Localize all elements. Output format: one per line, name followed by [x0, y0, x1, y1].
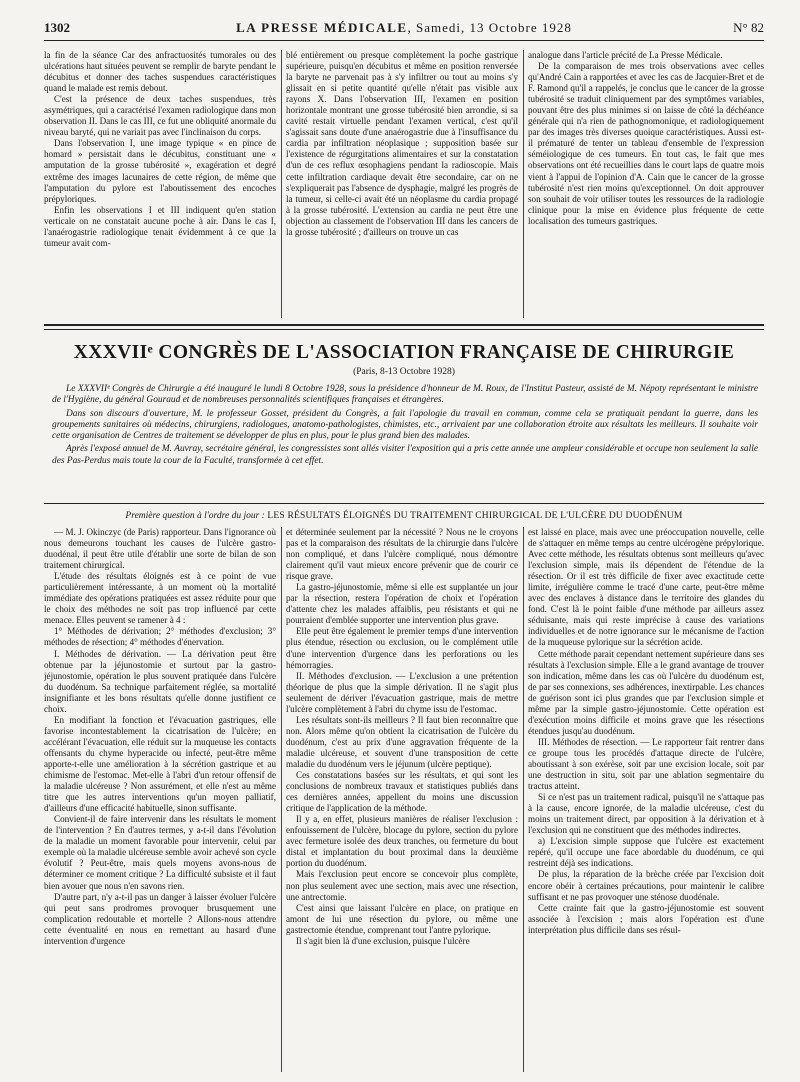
top-column-3 [528, 50, 764, 320]
paragraph: 1° Méthodes de dérivation; 2° méthodes d'exclusion; 3° méthodes de résection; 4° méthodes d'énervation. [44, 626, 276, 648]
column-divider [523, 527, 524, 1072]
intro-rule [44, 503, 764, 504]
paragraph: Ces constatations basées sur les résultats, et qui sont les conclusions de nombreux travaux et statistiques publiés dans ces dernières années, appellent du moins une discussion critique de l'application de la méthode. [286, 770, 518, 814]
bottom-column-2 [286, 527, 518, 1072]
journal-name: LA PRESSE MÉDICALE [236, 20, 408, 35]
paragraph: I. Méthodes de dérivation. — La dérivation peut être obtenue par la jéjunostomie et surtout par la gastro-jéjunostomie, opération le plus souvent pratiquée dans l'ulcère du duodénum. Sa technique parfaitement réglée, sa mortalité insignifiante et les bons résultats qu'elle donne justifient ce choix. [44, 648, 276, 714]
bottom-column-3 [528, 527, 764, 1072]
paragraph: et déterminée seulement par la nécessité ? Nous ne le croyons pas et la comparaison des résultats de la chirurgie dans l'ulcère non compliqué, et dans l'ulcère compliqué, nous démontre clairement qu'il vaut mieux encore prévenir que de courir ce risque grave. [286, 527, 518, 582]
column-divider [281, 527, 282, 1072]
paragraph: D'autre part, n'y a-t-il pas un danger à laisser évoluer l'ulcère qui peut sans prodromes provoquer brusquement une complication redoutable et mortelle ? Allons-nous attendre cette éventualité en nous en remettant au hasard d'une intervention d'urgence [44, 891, 276, 946]
paragraph: En modifiant la fonction et l'évacuation gastriques, elle favorise incontestablement la cicatrisation de l'ulcère; en accélérant l'évacuation, elle réduit sur la muqueuse les contacts offensants du chyme hyperacide ou infecté, peut-être même apporte-t-elle une amélioration à la sécrétion gastrique et au chimisme de l'estomac. Met-elle à l'abri d'un retour offensif de la maladie ulcéreuse ? Non assurément, et elle n'est au même titre que les autres interventions qu'un moyen palliatif, d'ailleurs d'une efficacité habituelle, sinon suffisante. [44, 714, 276, 814]
paragraph: est laissé en place, mais avec une préoccupation nouvelle, celle de s'attaquer en même temps au centre ulcérogène prépylorique. Avec cette méthode, les résultats obtenus sont meilleurs qu'avec l'exclusion simple, mais ils dépendent de l'étendue de la résection. Or il est très difficile de fixer avec exactitude cette limite, irrégulière comme le tracé d'une carte, peut-être même avec des enclaves à distance dans le territoire des glandes du fond. C'est là le point faible d'une méthode par ailleurs assez séduisante, mais qui reste imprécise à cause des variations individuelles et de notre ignorance sur le mécanisme de l'action de la muqueuse pylorique sur la sécrétion acide. [528, 527, 764, 648]
bottom-column-1 [44, 527, 276, 1072]
paragraph: Dans l'observation I, une image typique « en pince de homard » persistait dans le décubitus, constituant une « amputation de la grosse tubérosité », exagération et degré extrême des images lacunaires de cette région, de même que l'amputation du pylore est l'aboutissement des encoches prépyloriques. [44, 138, 276, 204]
paragraph: Il s'agit bien là d'une exclusion, puisque l'ulcère [296, 935, 470, 946]
congress-title: XXXVIIᵉ CONGRÈS DE L'ASSOCIATION FRANÇAISE DE CHIRURGIE [73, 342, 735, 363]
page-header [44, 18, 764, 41]
journal-title [44, 20, 764, 36]
congress-introduction [52, 384, 758, 500]
paragraph: blé entièrement ou presque complètement la poche gastrique supérieure, puisqu'en décubitus et même en position renversée la baryte ne parvenait pas à s'y infiltrer ou tout au moins s'y glissait en si petite quantité qu'elle n'était pas visible aux rayons X. Dans l'observation III, l'examen en position horizontale montrant une grosse tubérosité bien arrondie, si sa cavité restait virtuelle pendant l'examen vertical, c'est qu'il s'agissait sans doute d'une anaérogastrie due à l'insuffisance du cardia par infiltration néoplasique ; supposition basée sur l'existence de régurgitations alimentaires et sur la constatation d'un de ces reflux œsophagiens pendant la radioscopie. Mais cette infiltration cardiaque devait être secondaire, car on ne s'expliquerait pas l'absence de dysphagie, malgré les progrès de la tumeur, si celle-ci avait été un néoplasme du cardia propagé à la grosse tubérosité. L'extension au cardia ne peut être une objection au classement de l'observation III dans les cancers de la grosse tubérosité ; d'ailleurs on trouve un cas [286, 50, 518, 237]
paragraph: De la comparaison de mes trois observations avec celles qu'André Cain a rapportées et avec les cas de Jacquier-Bret et de F. Ramond qu'il a rappelés, je conclus que le cancer de la grosse tubérosité se traduit cliniquement par des symptômes variables, pouvant être des plus minimes si on laisse de côté la déchéance générale qui n'a rien de pathognomonique, et radiologiquement par des images très diverses quoique caractéristiques. Aussi est-il prématuré de tenter un tableau d'ensemble de l'expression séméiologique de ces tumeurs. En tout cas, le fait que mes observations ont été recueillies dans le court laps de quatre mois vient à l'appui de l'opinion d'A. Cain que le cancer de la grosse tubérosité n'est rien moins qu'exceptionnel. On doit approuver son souhait de voir utiliser toutes les ressources de la radiologie clinique pour la mise en évidence plus fréquente de cette localisation des tumeurs gastriques. [528, 61, 764, 226]
column-divider [523, 50, 524, 318]
column-divider [281, 50, 282, 318]
section-rule-thin [44, 329, 764, 330]
paragraph: — M. J. Okinczyc (de Paris) rapporteur. Dans l'ignorance où nous demeurons touchant les causes de l'ulcère gastro-duodénal, il peut être utile d'établir une sorte de bilan de son traitement chirurgical. [44, 527, 276, 571]
paragraph: L'étude des résultats éloignés est à ce point de vue particulièrement intéressante, à un moment où la mortalité immédiate des opérations pratiquées est assez réduite pour que le choix des méthodes ne soit pas trop influencé par cette menace. Elles peuvent se ramener à 4 : [44, 571, 276, 626]
paragraph: C'est la présence de deux taches suspendues, très asymétriques, qui a caractérisé l'examen radiologique dans mon observation II. Dans le cas III, ce fut une obliquité anormale du niveau baryté, qui ne variait pas avec l'inclinaison du corps. [44, 94, 276, 138]
paragraph: Le XXXVIIᵉ Congrès de Chirurgie a été inauguré le lundi 8 Octobre 1928, sous la présidence d'honneur de M. Roux, de l'Institut Pasteur, assisté de M. Népoty représentant le ministre de l'Hygiène, du général Gouraud et de nombreuses personnalités scientifiques françaises et étrangères. [52, 384, 758, 406]
paragraph: De plus, la réparation de la brèche créée par l'excision doit encore obéir à certaines précautions, pour maintenir le calibre suffisant et ne pas provoquer une sténose duodénale. [528, 869, 764, 902]
page-number: 1302 [44, 20, 70, 35]
paragraph: III. Méthodes de résection. — Le rapporteur fait rentrer dans ce groupe tous les procédés d'attaque directe de l'ulcère, aboutissant à son exérèse, soit par une excision locale, soit par une destruction in situ, soit par une ablation segmentaire du tractus atteint. [528, 736, 764, 792]
paragraph: a) L'excision simple suppose que l'ulcère est exactement repéré, qu'il occupe une face abordable du duodénum, ce qui restreint déjà ses indications. [528, 836, 764, 869]
paragraph: la fin de la séance Car des anfractuosités tumorales ou des ulcérations haut situées peuvent se remplir de baryte pendant le décubitus et donner des taches suspendues caractéristiques quand le malade est remis debout. [44, 50, 276, 94]
top-column-2 [286, 50, 518, 320]
congress-dates: (Paris, 8-13 Octobre 1928) [353, 367, 455, 377]
top-column-1 [44, 50, 276, 320]
paragraph: Mais l'exclusion peut encore se concevoir plus complète, non plus seulement avec une section, mais avec une résection, une antrectomie. [286, 869, 518, 902]
paragraph: La gastro-jéjunostomie, même si elle est supplantée un jour par la résection, restera l'opération de choix et l'opération d'attente chez les malades affaiblis, peu résistants et qui ne pourraient d'emblée supporter une intervention plus grave. [286, 582, 518, 626]
paragraph: Dans son discours d'ouverture, M. le professeur Gosset, président du Congrès, a fait l'apologie du travail en commun, comme cela se pratiquait pendant la guerre, dans les groupements sanitaires où médecins, chirurgiens, radiologues, anatomo-pathologistes, chimistes, etc., arrivaient par une collaboration étroite aux résultats les meilleurs. Il souhaite voir cette organisation de Centres de traitement se développer de plus en plus, pour le plus grand bien des malades. [52, 408, 758, 442]
section-rule [44, 324, 764, 326]
paragraph: Elle peut être également le premier temps d'une intervention plus étendue, résection ou exclusion, ou le complément utile d'une intervention d'urgence dans les perforations ou les hémorragies. [286, 626, 518, 670]
paragraph: Cette crainte fait que la gastro-jéjunostomie est souvent associée à l'excision ; mais alors l'opération est d'une interprétation plus difficile dans ses résul- [528, 902, 764, 935]
issue-number: N° 82 [733, 20, 764, 35]
paragraph: analogue dans l'article précité de La Presse Médicale. [528, 50, 723, 60]
paragraph: Après l'exposé annuel de M. Auvray, secrétaire général, les congressistes sont allés visiter l'exposition qui a pris cette année une ampleur considérable et occupe non seulement la salle des Pas-Perdus mais toute la cour de la Faculté, transformée à cet effet. [52, 444, 758, 466]
paragraph: Il y a, en effet, plusieurs manières de réaliser l'exclusion : enfouissement de l'ulcère, blocage du pylore, section du pylore avec fermeture isolée des deux tranches, ou fermeture du bout distal et implantation du bout proximal dans la deuxième portion du duodénum. [286, 814, 518, 869]
paragraph: C'est ainsi que laissant l'ulcère en place, on pratique en amont de lui une résection du pylore, ou même une gastrectomie étendue, comprenant tout l'antre pylorique. [286, 902, 518, 935]
question-heading [44, 511, 764, 521]
paragraph: Si ce n'est pas un traitement radical, puisqu'il ne s'attaque pas à la cause, encore ignorée, de la maladie ulcéreuse, c'est du moins un traitement direct, par opposition à la dérivation et à l'exclusion qui ne constituent que des méthodes indirectes. [528, 792, 764, 836]
question-label: Première question à l'ordre du jour : [125, 511, 265, 521]
paragraph: Les résultats sont-ils meilleurs ? Il faut bien reconnaître que non. Alors même qu'on obtient la cicatrisation de l'ulcère du duodénum, c'est au prix d'une aggravation fréquente de la maladie ulcéreuse, et souvent d'une transposition de cette maladie du duodénum vers le jéjunum (ulcère peptique). [286, 714, 518, 769]
journal-date: , Samedi, 13 Octobre 1928 [407, 20, 572, 35]
question-title: LES RÉSULTATS ÉLOIGNÉS DU TRAITEMENT CHIRURGICAL DE L'ULCÈRE DU DUODÉNUM [264, 511, 683, 521]
paragraph: Cette méthode parait cependant nettement supérieure dans ses résultats à l'exclusion simple. Elle a le grand avantage de trouver son indication, même dans les cas où l'ulcère du duodénum est, de par ses connexions, ses adhérences, inextirpable. Les chances de guérison sont ici plus grandes que par l'exclusion simple et même par la simple gastro-jéjunostomie. Cette opération est d'exécution moins difficile et moins grave que les résections étendues jusqu'au duodénum. [528, 648, 764, 736]
paragraph: Enfin les observations I et III indiquent qu'en station verticale on ne constatait aucune poche à air. Dans le cas I, l'anaérogastrie radiologique tenait évidemment à ce que la tumeur avait com- [44, 204, 276, 248]
paragraph: Convient-il de faire intervenir dans les résultats le moment de l'intervention ? En d'autres termes, y a-t-il dans l'évolution de la maladie un moment favorable pour intervenir, celui par exemple où la maladie ulcéreuse semble avoir achevé son cycle évolutif ? Peut-être, mais quels moyens avons-nous de déterminer ce moment critique ? La difficulté subsiste et il faut bien avouer que nous n'en savons rien. [44, 814, 276, 891]
paragraph: II. Méthodes d'exclusion. — L'exclusion a une prétention théorique de plus que la simple dérivation. Il ne s'agit plus seulement de dériver l'évacuation gastrique, mais de mettre l'ulcère complètement à l'abri du chyme issu de l'estomac. [286, 670, 518, 714]
